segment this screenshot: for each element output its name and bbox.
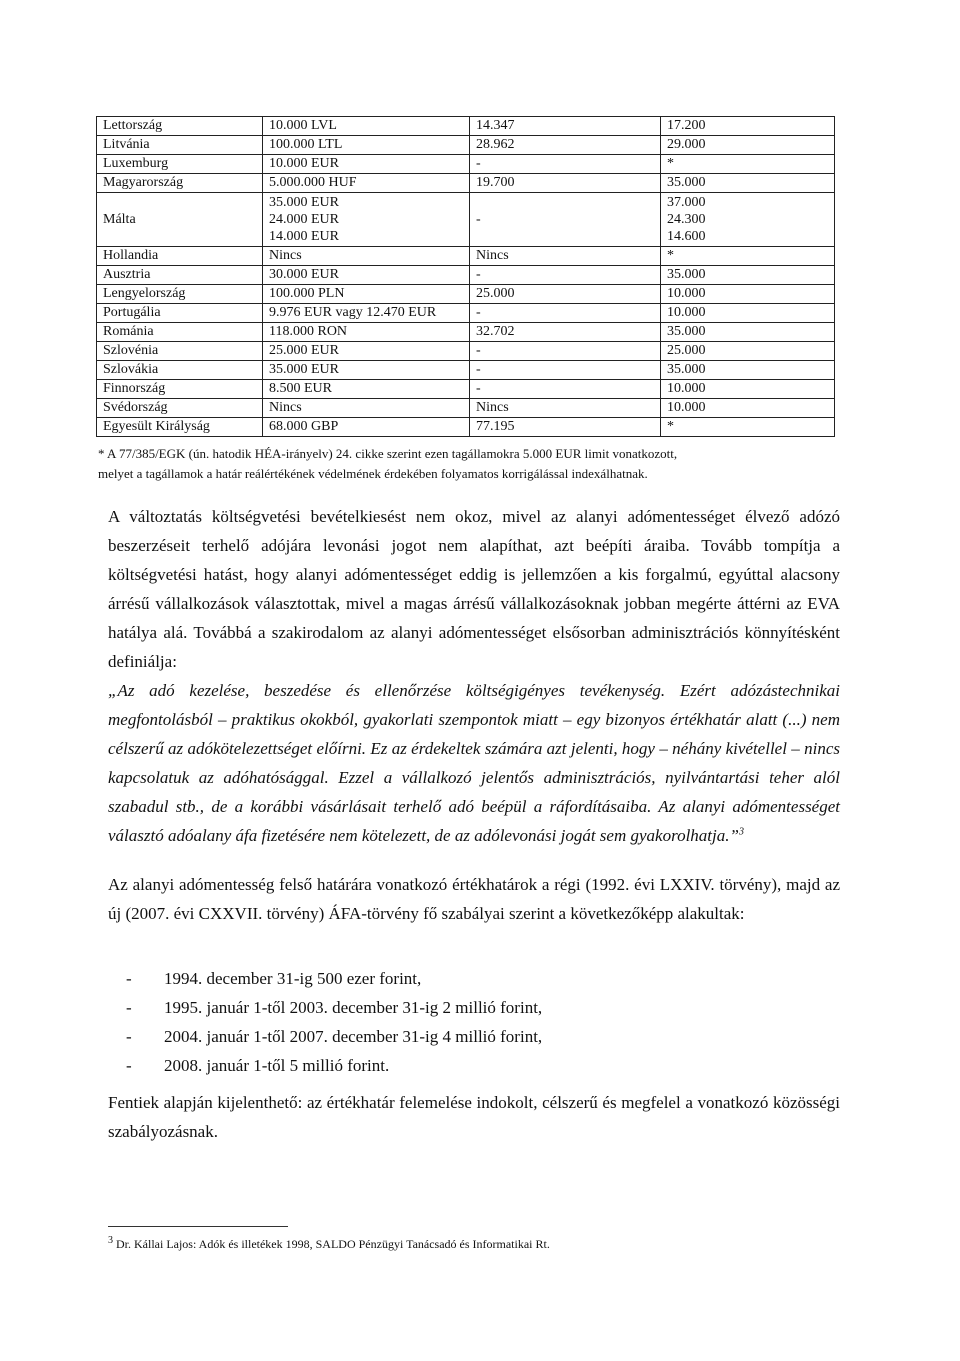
country-cell: Hollandia [97,247,263,266]
list-item [108,1022,542,1051]
threshold-value: 8.500 EUR [269,381,332,396]
value-cell [661,361,835,380]
value: * [667,156,674,171]
threshold-value: 10.000 LVL [269,118,337,133]
threshold-value: 25.000 EUR [269,343,339,358]
threshold-value-cell [263,323,470,342]
value-cell: - [470,155,661,174]
threshold-value-cell [263,380,470,399]
threshold-value-cell [263,342,470,361]
value-cell [661,193,835,247]
threshold-value-cell [263,266,470,285]
value-cell [661,399,835,418]
value-cell [661,418,835,437]
threshold-value: 9.976 EUR vagy 12.470 EUR [269,305,437,320]
value: 35.000 [667,324,706,339]
threshold-value: 35.000 EUR [269,195,339,210]
table-row [97,380,835,399]
table-row [97,323,835,342]
country-cell: Magyarország [97,174,263,193]
threshold-value-cell [263,247,470,266]
value-cell [661,323,835,342]
list-dash: - [126,969,132,988]
table-footnote-line: * A 77/385/EGK (ún. hatodik HÉA-irányelv) 24. cikke szerint ezen tagállamokra 5.000 EUR limit vonatkozott, [98,446,678,461]
threshold-value-cell [263,136,470,155]
list-item [108,993,542,1022]
value: * [667,419,674,434]
table-row [97,304,835,323]
table-row [97,155,835,174]
value-cell [661,285,835,304]
country-cell: Románia [97,323,263,342]
footnote-number: 3 [108,1235,113,1246]
value-cell: - [470,361,661,380]
threshold-value-cell [263,155,470,174]
value: 29.000 [667,137,706,152]
threshold-value: 100.000 PLN [269,286,345,301]
threshold-value: 24.000 EUR [269,212,339,227]
value: 17.200 [667,118,706,133]
country-cell: Szlovákia [97,361,263,380]
value: * [667,248,674,263]
threshold-value: 14.000 EUR [269,229,339,244]
value-cell [661,247,835,266]
footnote-reference: 3 [738,826,744,838]
value: 14.600 [667,229,706,244]
table-footnote-line: melyet a tagállamok a határ reálértékének védelmének érdekében folyamatos korrigálással indexálhatnak. [98,466,648,481]
threshold-value: 10.000 EUR [269,156,339,171]
footnote-separator [108,1226,288,1227]
list-item-text: 1995. január 1-től 2003. december 31-ig 2 millió forint, [164,998,543,1017]
value: 35.000 [667,175,706,190]
threshold-value: 100.000 LTL [269,137,343,152]
table-row [97,342,835,361]
threshold-value-cell [263,361,470,380]
threshold-value: 118.000 RON [269,324,348,339]
threshold-value-cell [263,117,470,136]
paragraph-text: Az alanyi adómentesség felső határára vonatkozó értékhatárok a régi (1992. évi LXXIV. törvény), majd az új (2007. évi CXXVII. törvény) ÁFA-törvény fő szabályai szerint a következőképp alakultak: [108,875,840,923]
table-row [97,247,835,266]
value-cell: Nincs [470,399,661,418]
quote-text: „Az adó kezelése, beszedése és ellenőrzése költségigényes tevékenység. Ezért adózástechnikai megfontolásból – praktikus okokból, gyakorlati szempontok miatt – egy bizonyos értékhatár alatt (...) nem célszerű az adókötelezettséget előírni. Ez az érdekeltek számára azt jelenti, hogy – néhány kivétellel – nincs kapcsolatuk az adóhatósággal. Ezzel a vállalkozó jelentős adminisztrációs, nyilvántartási teher alól szabadul stb., de a korábbi vásárlásait terhelő adó beépül a ráfordításaiba. Az alanyi adómentességet választó adóalany áfa fizetésére nem kötelezett, de az adólevonási jogát sem gyakorolhatja.” [108,681,840,845]
table-row [97,418,835,437]
threshold-value-cell [263,418,470,437]
value-cell [661,174,835,193]
country-cell: Málta [97,193,263,247]
list-item-text: 2004. január 1-től 2007. december 31-ig 4 millió forint, [164,1027,543,1046]
table-row [97,361,835,380]
list-item [108,1051,542,1080]
threshold-value: Nincs [269,400,302,415]
value: 37.000 [667,195,706,210]
threshold-value-cell [263,174,470,193]
list-item [108,964,542,993]
country-cell: Luxemburg [97,155,263,174]
value: 35.000 [667,267,706,282]
list-dash: - [126,1056,132,1075]
table-footnote [98,444,848,484]
threshold-value: 68.000 GBP [269,419,339,434]
value-cell [661,380,835,399]
block-quote [108,676,840,850]
footnote-text: Dr. Kállai Lajos: Adók és illetékek 1998, SALDO Pénzügyi Tanácsadó és Informatikai Rt. [116,1237,550,1251]
threshold-history-list [108,964,542,1080]
value-cell [661,136,835,155]
threshold-value-cell [263,304,470,323]
value: 10.000 [667,381,706,396]
value-cell [661,155,835,174]
value-cell: - [470,380,661,399]
threshold-value-cell [263,399,470,418]
country-cell: Szlovénia [97,342,263,361]
table-row [97,136,835,155]
country-cell: Svédország [97,399,263,418]
value: 10.000 [667,305,706,320]
threshold-value: 5.000.000 HUF [269,175,357,190]
threshold-value-cell [263,285,470,304]
list-dash: - [126,998,132,1017]
list-dash: - [126,1027,132,1046]
threshold-value: Nincs [269,248,302,263]
value-cell [661,117,835,136]
value-cell: 19.700 [470,174,661,193]
table-row [97,193,835,247]
value: 35.000 [667,362,706,377]
table-row [97,117,835,136]
page-footnote [108,1236,550,1252]
table-row [97,174,835,193]
country-cell: Lettország [97,117,263,136]
value-cell [661,304,835,323]
country-cell: Finnország [97,380,263,399]
list-item-text: 2008. január 1-től 5 millió forint. [164,1056,390,1075]
country-cell: Lengyelország [97,285,263,304]
paragraph [108,1088,840,1146]
value-cell: 32.702 [470,323,661,342]
value-cell: 14.347 [470,117,661,136]
threshold-value-cell [263,193,470,247]
value-cell: - [470,304,661,323]
value-cell: 77.195 [470,418,661,437]
value-cell: 28.962 [470,136,661,155]
threshold-value: 35.000 EUR [269,362,339,377]
value-cell: - [470,266,661,285]
value-cell: - [470,342,661,361]
country-cell: Egyesült Királyság [97,418,263,437]
table-row [97,285,835,304]
value-cell: Nincs [470,247,661,266]
paragraph-text: Fentiek alapján kijelenthető: az értékhatár felemelése indokolt, célszerű és megfelel a vonatkozó közösségi szabályozásnak. [108,1093,840,1141]
table-row [97,266,835,285]
threshold-value: 30.000 EUR [269,267,339,282]
threshold-table [96,116,835,437]
value: 25.000 [667,343,706,358]
country-cell: Portugália [97,304,263,323]
threshold-table-body [97,117,835,437]
paragraph [108,870,840,928]
country-cell: Litvánia [97,136,263,155]
table-row [97,399,835,418]
value-cell [661,266,835,285]
value-cell: - [470,193,661,247]
value-cell: 25.000 [470,285,661,304]
quote-paragraph [108,676,840,850]
value: 24.300 [667,212,706,227]
country-cell: Ausztria [97,266,263,285]
paragraph-text: A változtatás költségvetési bevételkiesést nem okoz, mivel az alanyi adómentességet élvező adózó beszerzéseit terhelő adójára levonási jogot nem alapíthat, azt beépíti áraiba. Tovább tompítja a költségvetési hatást, hogy alanyi adómentességet eddig is jellemzően a kis forgalmú, egyúttal alacsony árrésű vállalkozások választottak, mivel a magas árrésű vállalkozásoknak jobban megérte áttérni az EVA hatálya alá. Továbbá a szakirodalom az alanyi adómentességet elsősorban adminisztrációs könnyítésként definiálja: [108,507,840,671]
paragraph [108,502,840,676]
value-cell [661,342,835,361]
value: 10.000 [667,286,706,301]
value: 10.000 [667,400,706,415]
list-item-text: 1994. december 31-ig 500 ezer forint, [164,969,422,988]
